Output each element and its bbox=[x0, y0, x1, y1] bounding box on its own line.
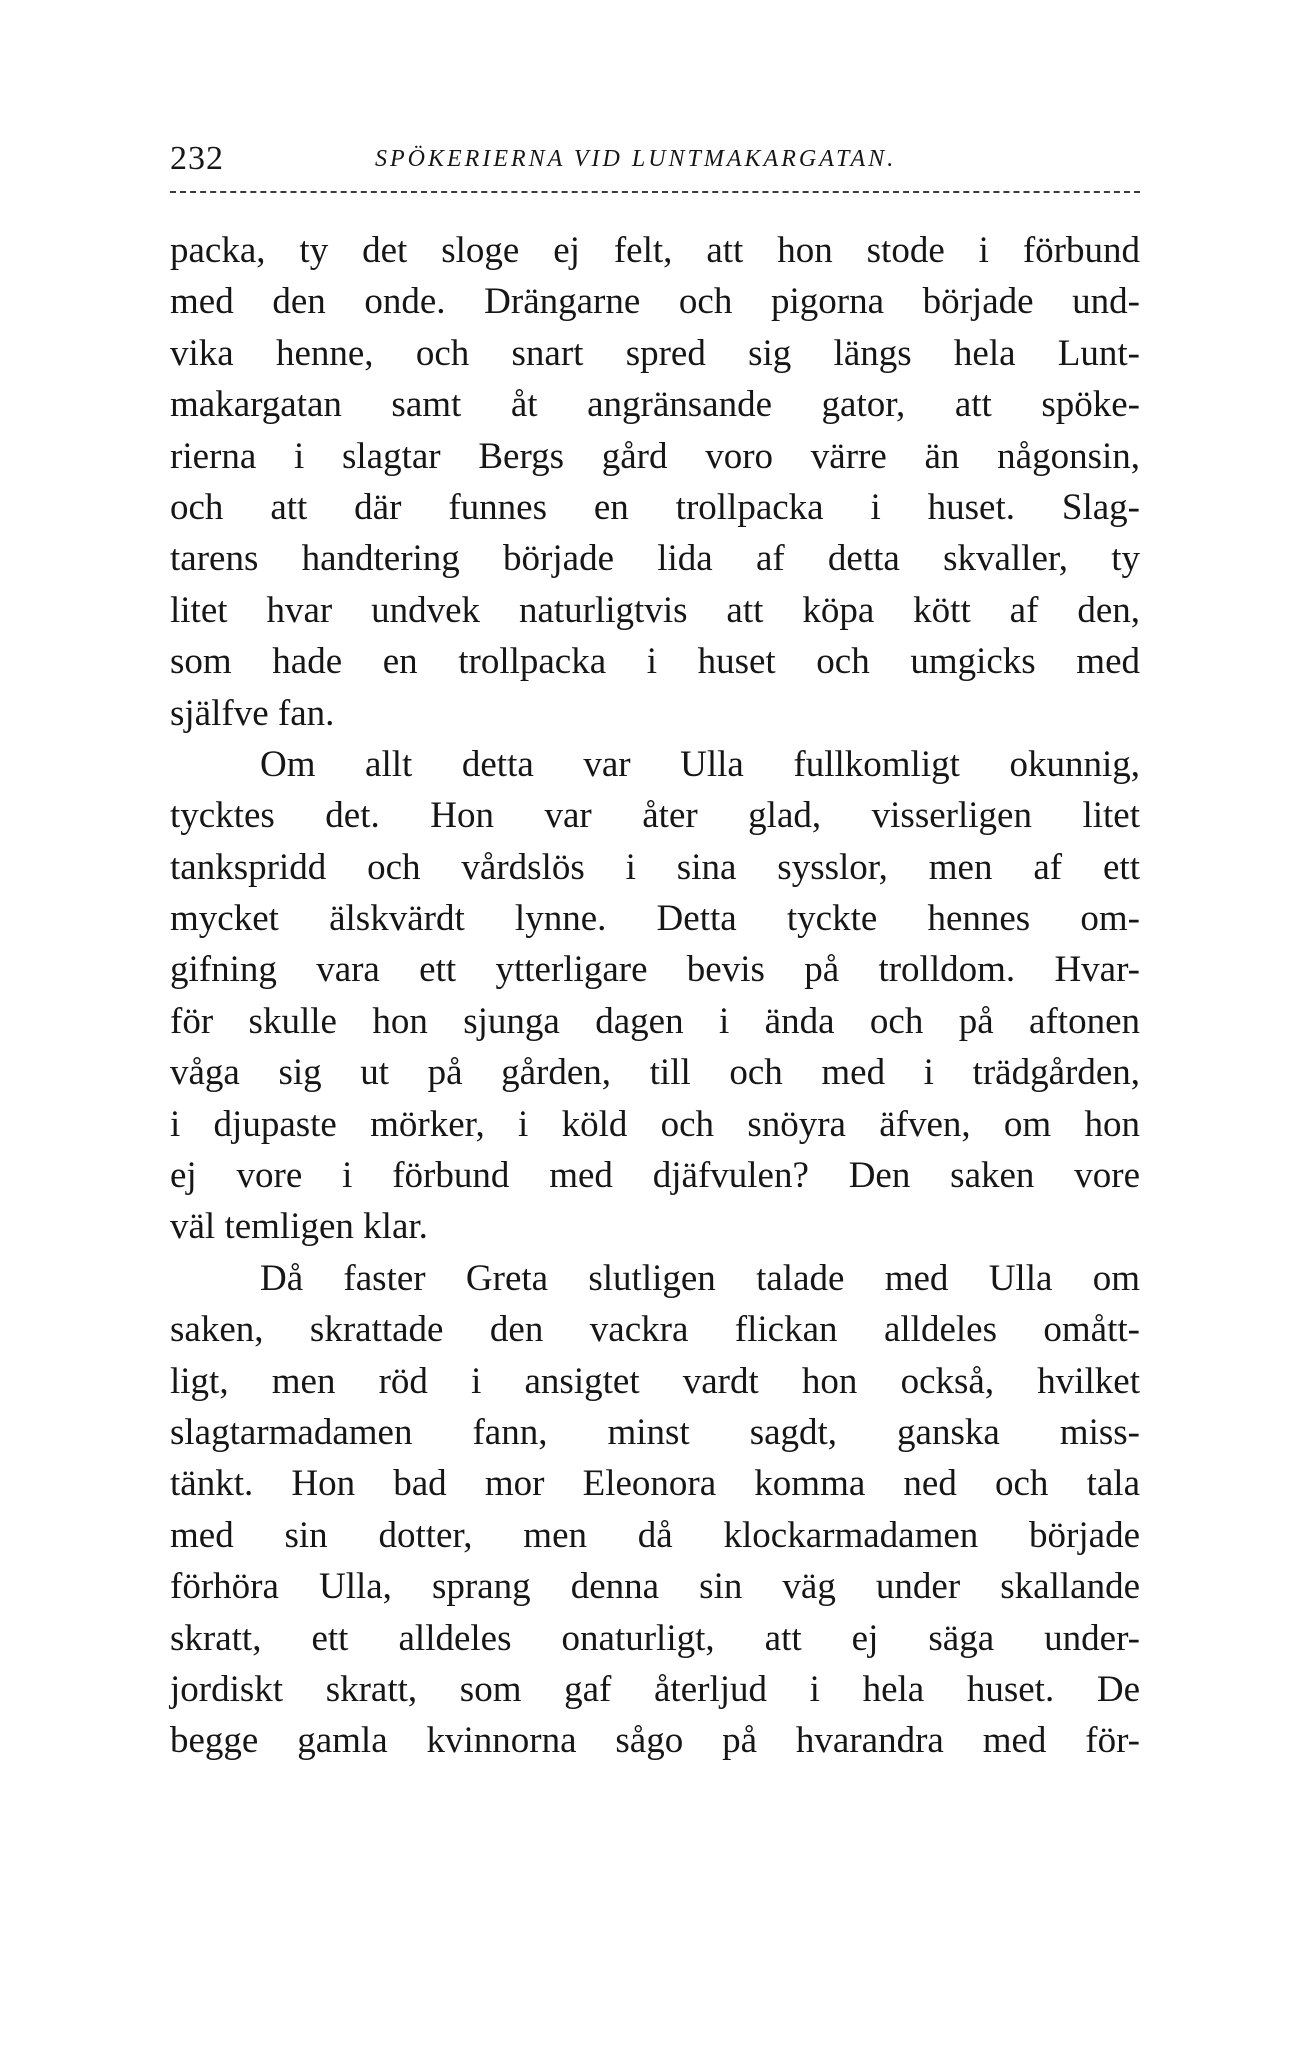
text-line: med sin dotter, men då klockarmadamen började bbox=[170, 1514, 1140, 1556]
text-line: vika henne, och snart spred sig längs hela Lunt- bbox=[170, 332, 1140, 374]
text-line: litet hvar undvek naturligtvis att köpa kött af den, bbox=[170, 589, 1140, 631]
text-line: Då faster Greta slutligen talade med Ulla om bbox=[260, 1257, 1140, 1299]
text-line: i djupaste mörker, i köld och snöyra äfven, om hon bbox=[170, 1103, 1140, 1145]
text-line: och att där funnes en trollpacka i huset. Slag- bbox=[170, 486, 1140, 528]
running-title: SPÖKERIERNA VID LUNTMAKARGATAN. bbox=[375, 146, 897, 172]
text-line: rierna i slagtar Bergs gård voro värre än någonsin, bbox=[170, 435, 1140, 477]
body-text bbox=[170, 225, 1140, 1767]
text-line: makargatan samt åt angränsande gator, att spöke- bbox=[170, 384, 1140, 426]
text-line: förhöra Ulla, sprang denna sin väg under skallande bbox=[170, 1566, 1140, 1608]
text-line: tycktes det. Hon var åter glad, visserligen litet bbox=[170, 795, 1140, 837]
header-rule bbox=[170, 191, 1140, 193]
text-line: tarens handtering började lida af detta skvaller, ty bbox=[170, 538, 1140, 580]
text-line: tänkt. Hon bad mor Eleonora komma ned och tala bbox=[170, 1463, 1140, 1505]
text-line: som hade en trollpacka i huset och umgicks med bbox=[170, 641, 1140, 683]
text-line: väl temligen klar. bbox=[170, 1206, 428, 1248]
page-header bbox=[170, 140, 1140, 186]
text-line: själfve fan. bbox=[170, 692, 335, 734]
text-line: skratt, ett alldeles onaturligt, att ej säga under- bbox=[170, 1617, 1140, 1659]
text-line: ej vore i förbund med djäfvulen? Den saken vore bbox=[170, 1155, 1140, 1197]
text-line: mycket älskvärdt lynne. Detta tyckte hennes om- bbox=[170, 898, 1140, 940]
text-line: slagtarmadamen fann, minst sagdt, ganska miss- bbox=[170, 1411, 1140, 1453]
text-line: packa, ty det sloge ej felt, att hon stode i förbund bbox=[170, 230, 1140, 271]
text-line: för skulle hon sjunga dagen i ända och på aftonen bbox=[170, 1000, 1140, 1042]
text-line: jordiskt skratt, som gaf återljud i hela huset. De bbox=[170, 1668, 1140, 1710]
text-line: saken, skrattade den vackra flickan alldeles omått- bbox=[170, 1309, 1140, 1351]
text-line: begge gamla kvinnorna sågo på hvarandra med för- bbox=[170, 1720, 1140, 1762]
page-number: 232 bbox=[170, 140, 224, 177]
text-line: tankspridd och vårdslös i sina sysslor, men af ett bbox=[170, 846, 1140, 888]
text-line: ligt, men röd i ansigtet vardt hon också, hvilket bbox=[170, 1360, 1140, 1402]
text-line: med den onde. Drängarne och pigorna började und- bbox=[170, 281, 1140, 323]
text-line: våga sig ut på gården, till och med i trädgården, bbox=[170, 1052, 1140, 1094]
text-line: Om allt detta var Ulla fullkomligt okunnig, bbox=[260, 743, 1140, 785]
text-line: gifning vara ett ytterligare bevis på trolldom. Hvar- bbox=[170, 949, 1140, 991]
